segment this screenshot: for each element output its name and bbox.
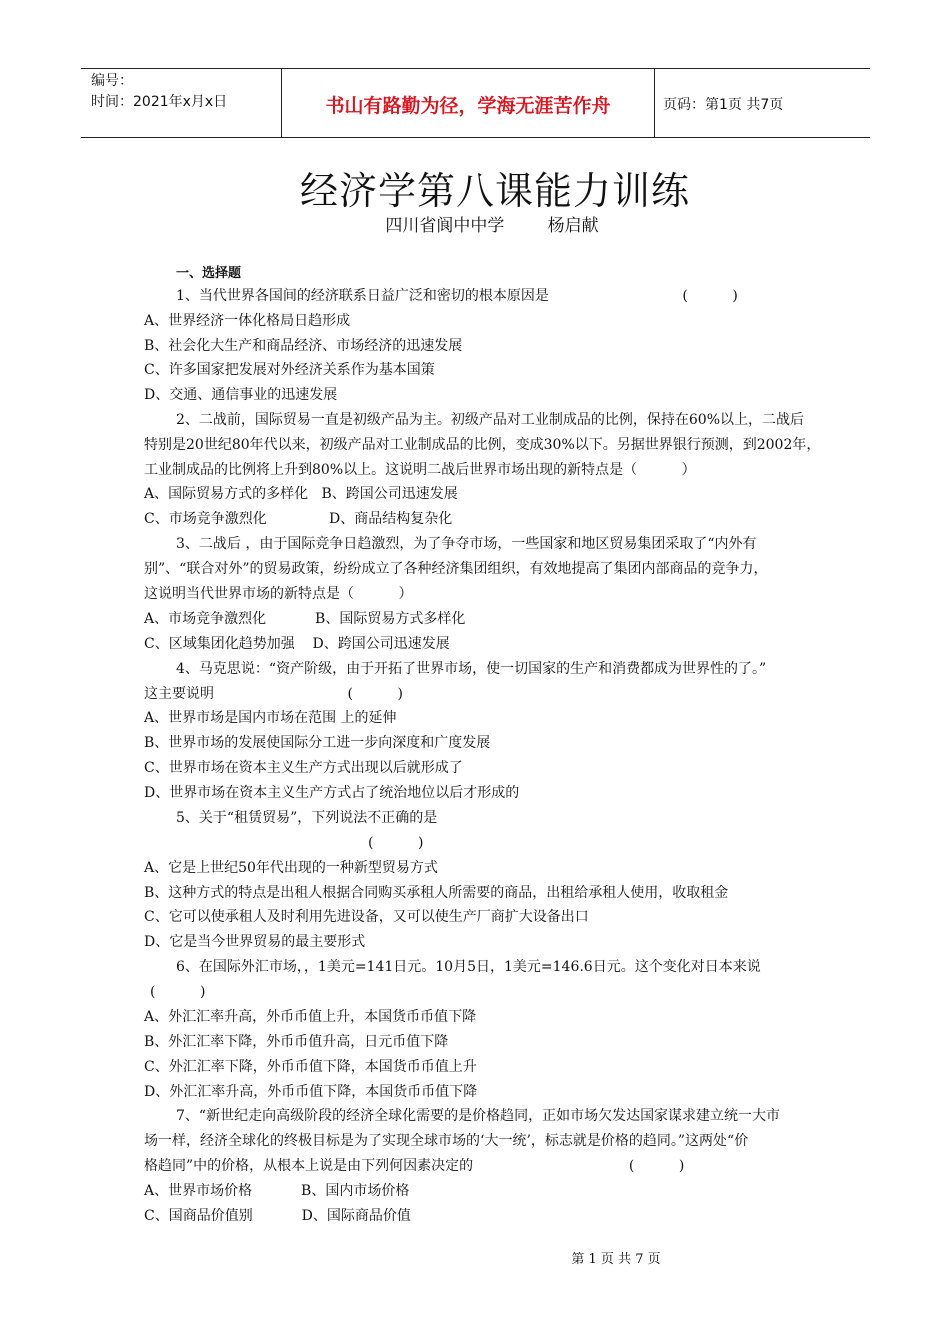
- header-divider: [654, 69, 655, 137]
- option-line: C、世界市场在资本主义生产方式出现以后就形成了: [144, 760, 463, 776]
- option-line: A、世界市场是国内市场在范围 上的延伸: [144, 710, 397, 726]
- header-page-info: 页码：第1页 共7页: [663, 97, 784, 113]
- option-line: A、国际贸易方式的多样化 B、跨国公司迅速发展: [144, 486, 458, 502]
- option-line: A、市场竞争激烈化 B、国际贸易方式多样化: [144, 611, 466, 627]
- question-line: 特别是20世纪80年代以来，初级产品对工业制成品的比例，变成30%以下。另据世界银行预测，到2002年，: [144, 437, 821, 453]
- option-line: C、市场竞争激烈化 D、商品结构复杂化: [144, 511, 453, 527]
- question-line: 工业制成品的比例将上升到80%以上。这说明二战后世界市场出现的新特点是（ ）: [144, 462, 696, 478]
- option-line: A、世界经济一体化格局日趋形成: [144, 313, 351, 329]
- header-number-label: 编号：: [91, 73, 133, 89]
- option-line: A、外汇汇率升高，外币币值上升，本国货币币值下降: [144, 1009, 477, 1025]
- option-line: B、社会化大生产和商品经济、市场经济的迅速发展: [144, 338, 463, 354]
- option-line: A、它是上世纪50年代出现的一种新型贸易方式: [144, 860, 438, 876]
- question-line: 1、当代世界各国间的经济联系日益广泛和密切的根本原因是 ( ): [176, 288, 738, 304]
- question-line: 格趋同”中的价格，从根本上说是由下列何因素决定的 ( ): [144, 1158, 685, 1174]
- option-line: C、国商品价值别 D、国际商品价值: [144, 1208, 411, 1224]
- option-line: D、它是当今世界贸易的最主要形式: [144, 934, 366, 950]
- option-line: B、世界市场的发展使国际分工进一步向深度和广度发展: [144, 735, 491, 751]
- question-line: 4、马克思说：“资产阶级，由于开拓了世界市场，使一切国家的生产和消费都成为世界性的了。”: [176, 661, 767, 677]
- option-line: D、外汇汇率升高，外币币值下降，本国货币币值下降: [144, 1084, 478, 1100]
- answer-blank: ( ): [368, 835, 424, 851]
- option-line: D、世界市场在资本主义生产方式占了统治地位以后才形成的: [144, 785, 520, 801]
- question-line: 6、在国际外汇市场，，1美元=141日元。10月5日，1美元=146.6日元。这个变化对日本来说: [176, 959, 761, 975]
- question-line: 5、关于“租赁贸易”，下列说法不正确的是: [176, 810, 438, 826]
- question-line: 7、“新世纪走向高级阶段的经济全球化需要的是价格趋同，正如市场欠发达国家谋求建立统一大市: [176, 1108, 781, 1124]
- document-title: 经济学第八课能力训练: [299, 169, 690, 213]
- section-heading: 一、选择题: [176, 266, 242, 281]
- question-line: 这主要说明 ( ): [144, 686, 403, 702]
- question-line: 场一样，经济全球化的终极目标是为了实现全球市场的‘大一统’，标志就是价格的趋同。”这两处“价: [144, 1133, 749, 1149]
- option-line: B、这种方式的特点是出租人根据合同购买承租人所需要的商品，出租给承租人使用，收取租金: [144, 885, 729, 901]
- option-line: C、外汇汇率下降，外币币值下降，本国货币币值上升: [144, 1059, 477, 1075]
- option-line: B、外汇汇率下降，外币币值升高，日元币值下降: [144, 1034, 449, 1050]
- document-subtitle: 四川省阆中中学 杨启献: [385, 216, 599, 236]
- option-line: D、交通、通信事业的迅速发展: [144, 387, 338, 403]
- header-motto: 书山有路勤为径，学海无涯苦作舟: [325, 95, 611, 117]
- option-line: C、它可以使承租人及时利用先进设备，又可以使生产厂商扩大设备出口: [144, 909, 589, 925]
- question-line: 别”、“联合对外”的贸易政策，纷纷成立了各种经济集团组织，有效地提高了集团内部商品的竞争力，: [144, 561, 768, 577]
- option-line: C、区域集团化趋势加强 D、跨国公司迅速发展: [144, 636, 450, 652]
- question-line: 2、二战前，国际贸易一直是初级产品为主。初级产品对工业制成品的比例，保持在60%以上，二战后: [176, 412, 805, 428]
- question-line: 3、二战后 ，由于国际竞争日趋激烈，为了争夺市场，一些国家和地区贸易集团采取了“内外有: [176, 536, 757, 552]
- page-header: [81, 68, 870, 138]
- option-line: A、世界市场价格 B、国内市场价格: [144, 1183, 410, 1199]
- page-footer: 第 1 页 共 7 页: [571, 1252, 661, 1267]
- header-date-label: 时间：2021年x月x日: [91, 94, 228, 110]
- question-line: 这说明当代世界市场的新特点是（ ）: [144, 586, 413, 602]
- option-line: C、许多国家把发展对外经济关系作为基本国策: [144, 362, 435, 378]
- header-meta: [91, 71, 227, 113]
- answer-blank: ( ): [150, 984, 206, 1000]
